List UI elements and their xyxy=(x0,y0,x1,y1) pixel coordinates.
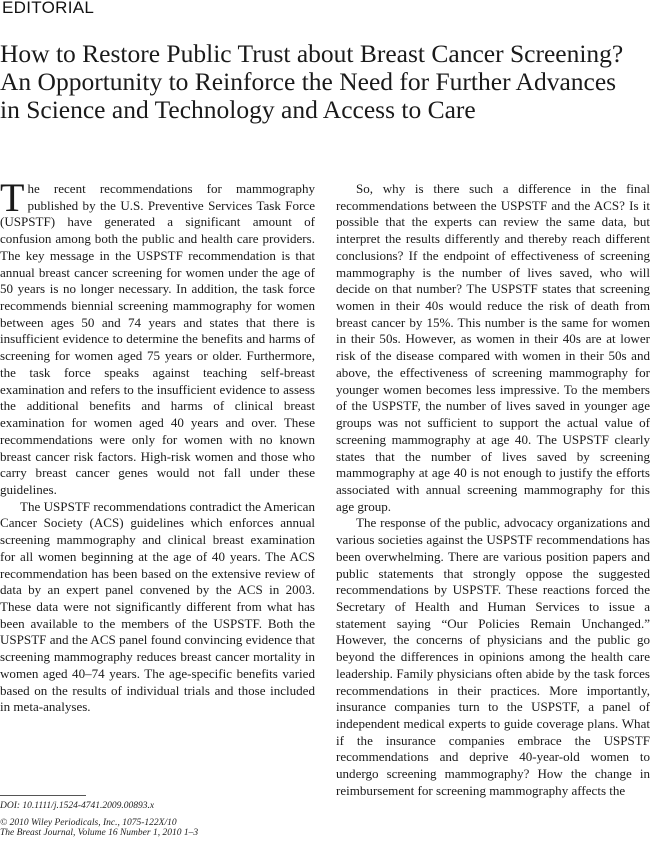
footnote-divider xyxy=(0,795,86,796)
article-title: How to Restore Public Trust about Breast Cancer Screening? An Opportunity to Reinforce the Need for Further Advances in Science and Technology and Access to Care xyxy=(0,39,624,124)
footnote-doi: DOI: 10.1111/j.1524-4741.2009.00893.x xyxy=(0,801,155,811)
left-column xyxy=(0,175,315,716)
drop-cap: T xyxy=(0,175,25,220)
right-column xyxy=(336,181,650,800)
right-paragraph-2: The response of the public, advocacy organizations and various societies against the USPSTF recommendations has been overwhelming. There are various position papers and public statements that strongly oppose the suggested recommendations by USPSTF. These reactions forced the Secretary of Health and Human Services to issue a statement saying “Our Policies Remain Unchanged.” However, the concerns of physicians and the public go beyond the differences in opinions among the health care leadership. Family physicians often abide by the task forces recommendations in their practices. More importantly, insurance companies turn to the USPSTF, a panel of independent medical experts to guide coverage plans. What if the insurance companies embrace the USPSTF recommendations and deprive 40-year-old women to undergo screening mammography? How the change in reimbursement for screening mammography affects the xyxy=(336,515,650,798)
footnote-journal: The Breast Journal, Volume 16 Number 1, 2010 1–3 xyxy=(0,828,199,838)
section-label: EDITORIAL xyxy=(2,0,95,17)
left-paragraph-1-text: he recent recommendations for mammography published by the U.S. Preventive Services Task Force (USPSTF) have generated a significant amount of confusion among both the public and health care providers. The key message in the USPSTF recommendation is that annual breast cancer screening for women under the age of 50 years is no longer necessary. In addition, the task force recommends biennial screening mammography for women between ages 50 and 74 years and states that there is insufficient evidence to determine the benefits and harms of screening for women aged 75 years or older. Furthermore, the task force speaks against teaching self-breast examination and refers to the insufficient evidence to assess the additional benefits and harms of clinical breast examination for women aged 40 years and over. These recommendations were only for women with no known breast cancer risk factors. High-risk women and those who carry breast cancer genes would not fall under these guidelines. xyxy=(0,181,315,497)
footnote-copyright: © 2010 Wiley Periodicals, Inc., 1075-122X/10 xyxy=(0,818,177,828)
left-paragraph-2: The USPSTF recommendations contradict the American Cancer Society (ACS) guidelines which enforces annual screening mammography and clinical breast examination for all women beginning at the age of 40 years. The ACS recommendation has been based on the extensive review of data by an expert panel convened by the ACS in 2003. These data were not significantly different from what has been available to the members of the USPSTF. Both the USPSTF and the ACS panel found convincing evidence that screening mammography reduces breast cancer mortality in women aged 40–74 years. The age-specific benefits varied based on the results of individual trials and those included in meta-analyses. xyxy=(0,498,315,715)
right-paragraph-1: So, why is there such a difference in the final recommendations between the USPSTF and the ACS? Is it possible that the experts can review the same data, but interpret the results differently and thereby reach different conclusions? If the endpoint of effectiveness of screening mammography is the number of lives saved, who will decide on that number? The USPSTF states that screening women in their 40s would reduce the risk of death from breast cancer by 15%. This number is the same for women in their 50s. However, as women in their 40s are at lower risk of the disease compared with women in their 50s and above, the effectiveness of screening mammography for younger women becomes less impressive. To the members of the USPSTF, the number of lives saved in younger age groups was not sufficient to support the actual value of screening mammography at age 40. The USPSTF clearly states that the number of lives saved by screening mammography at age 40 is not enough to justify the efforts associated with annual screening mammography for this age group. xyxy=(336,181,650,514)
left-paragraph-1 xyxy=(0,175,315,499)
